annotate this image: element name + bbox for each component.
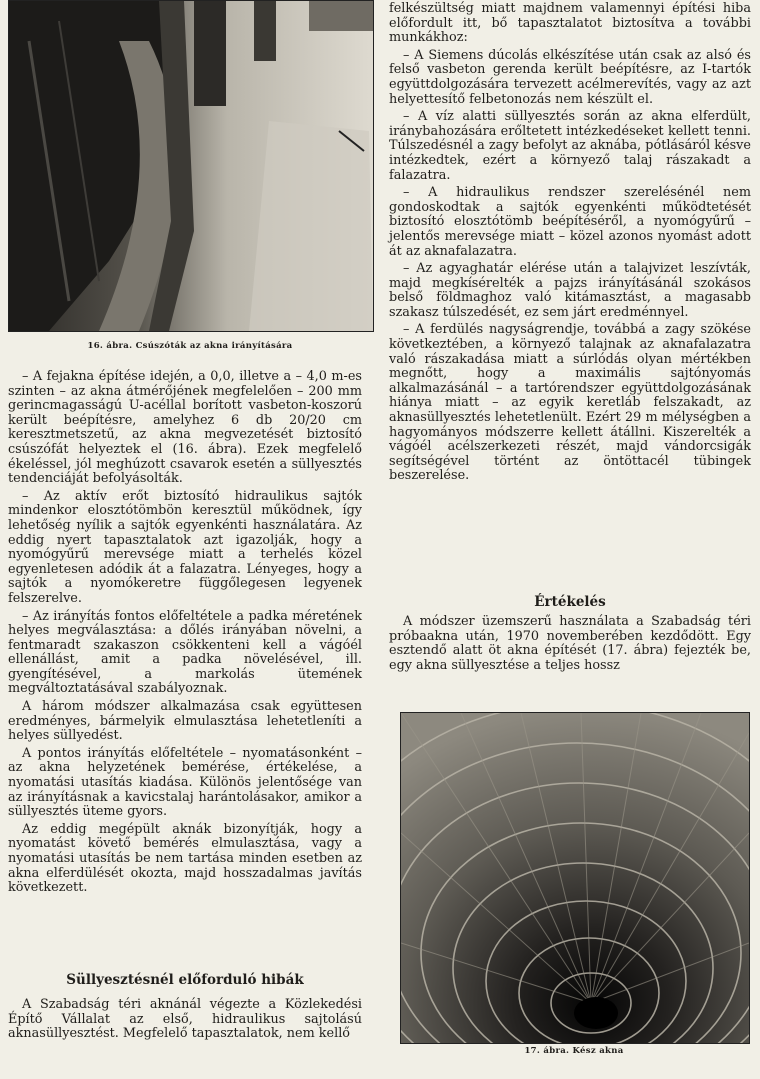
- shaft-guide-beams-image: [9, 1, 373, 331]
- paragraph: A Szabadság téri aknánál végezte a Közlekedési Építő Vállalat az első, hidraulikus sajtolású aknasüllyesztést. Megfelelő tapasztalatok, nem kellő: [8, 997, 362, 1042]
- paragraph: – A ferdülés nagyságrendje, továbbá a zagy szökése következtében, a környező talajnak az aknafalazatra való rászakadása miatt a súrlódás olyan mértékben megnőtt, hogy a maximális sajtónyomás alkalmazásánál – a tartórendszer együttdolgozásának hiánya miatt – az egyik keretláb felszakadt, az aknasüllyesztés lehetetlenült. Ezért 29 m mélységben a hagyományos módszerre kellett átállni. Kiszerelték a vágóél acélszerkezeti részét, majd vándorcsigák segítségével történt az öntöttacél tübingek beszerelése.: [389, 322, 751, 484]
- paragraph: – A víz alatti süllyesztés során az akna elferdült, iránybahozására erőltetett intézkedéseket kellett tenni. Túlszedésnél a zagy befolyt az aknába, pótlásáról késve intézkedtek, ezért a környező talaj rászakadt a falazatra.: [389, 109, 751, 183]
- figure-16-caption: 16. ábra. Csúszóták az akna irányítására: [87, 341, 293, 351]
- finished-shaft-image: [401, 713, 749, 1043]
- paragraph: Az eddig megépült aknák bizonyítják, hogy a nyomatást követő bemérés elmulasztása, vagy a nyomatási utasítás be nem tartása minden esetben az akna elferdülését okozta, majd hosszadalmas javítás következett.: [8, 821, 362, 896]
- figure-16-photo: [8, 0, 374, 332]
- paragraph: – A Siemens dúcolás elkészítése után csak az alsó és felső vasbeton gerenda került beépítésre, az I-tartók együttdolgozására tervezett acélmerevítés, vagy az azt helyettesítő felbetonozás nem készült el.: [389, 47, 751, 107]
- section-heading-hibak: Süllyesztésnél előforduló hibák: [66, 972, 304, 988]
- figure-17-caption: 17. ábra. Kész akna: [524, 1046, 624, 1056]
- paragraph: A három módszer alkalmazása csak együttesen eredményes, bármelyik elmulasztása lehetetleníti a helyes süllyedést.: [8, 699, 362, 744]
- hibak-body: [8, 998, 362, 1045]
- paragraph: – Az agyaghatár elérése után a talajvizet leszívták, majd megkísérelték a pajzs irányításánál szokásos belső földmaghoz való kitámasztást, a magasabb szakasz túlszedését, ez sem járt eredménnyel.: [389, 261, 751, 320]
- paragraph: A módszer üzemszerű használata a Szabadság téri próbaaknа után, 1970 novemberében kezdődött. Egy esztendő alatt öt akna építését (17. ábra) fejezték be, egy akna süllyesztése a teljes hossz: [389, 614, 751, 673]
- figure-17-photo: [400, 712, 750, 1044]
- paragraph: – Az irányítás fontos előfeltétele a padka méretének helyes megválasztása: a dőlés irányában növelni, a fentmaradt szakaszon csökkenteni kell a vágóél ellenállást, amit a padka növelésével, ill. gyengítésével, a markolás ütemének megváltoztatásával szabályoznak.: [8, 608, 362, 697]
- left-column-body: [8, 370, 362, 899]
- paragraph: A pontos irányítás előfeltétele – nyomatásonként – az akna helyzetének bemérése, értékelése, a nyomatási utasítás kiadása. Különös jelentősége van az irányításnak a kavicstalaj harántolásakor, amikor a süllyesztés üteme gyors.: [8, 745, 362, 820]
- paragraph: – A fejakna építése idején, a 0,0, illetve a – 4,0 m-es szinten – az akna átmérőjének megfelelően – 200 mm gerincmagasságú U-acéllal borított vasbeton-koszorú került beépítésre, amelyhez 6 db 20/20 cm keresztmetszetű, az akna megvezetését biztosító csúszófát helyeztek el (16. ábra). Ezek megfelelő ékeléssel, jól meghúzott csavarok esetén a süllyesztés tendenciáját befolyásolták.: [8, 369, 362, 487]
- paragraph: – A hidraulikus rendszer szerelésénél nem gondoskodtak a sajtók egyenkénti működtetését biztosító elosztótömb beépítéséről, a nyomógyűrű – jelentős merevsége miatt – közel azonos nyomást adott át az aknafalazatra.: [389, 185, 751, 259]
- paragraph: felkészültség miatt majdnem valamennyi építési hiba előfordult itt, bő tapasztalatot biztosítva a további munkákhoz:: [389, 1, 751, 46]
- section-heading-ertekeles: Értékelés: [534, 594, 606, 610]
- ertekeles-body: [389, 615, 751, 676]
- paragraph: – Az aktív erőt biztosító hidraulikus sajtók mindenkor elosztótömbön keresztül működnek, így lehetőség nyílik a sajtók egyenkénti használatára. Az eddig nyert tapasztalatok azt igazolják, hogy a nyomógyűrű merevsége miatt a terhelés közel egyenletesen adódik át a falazatra. Lényeges, hogy a sajtók a nyomókeretre függőlegesen legyenek felszerelve.: [8, 488, 362, 606]
- right-column-body: [389, 2, 751, 487]
